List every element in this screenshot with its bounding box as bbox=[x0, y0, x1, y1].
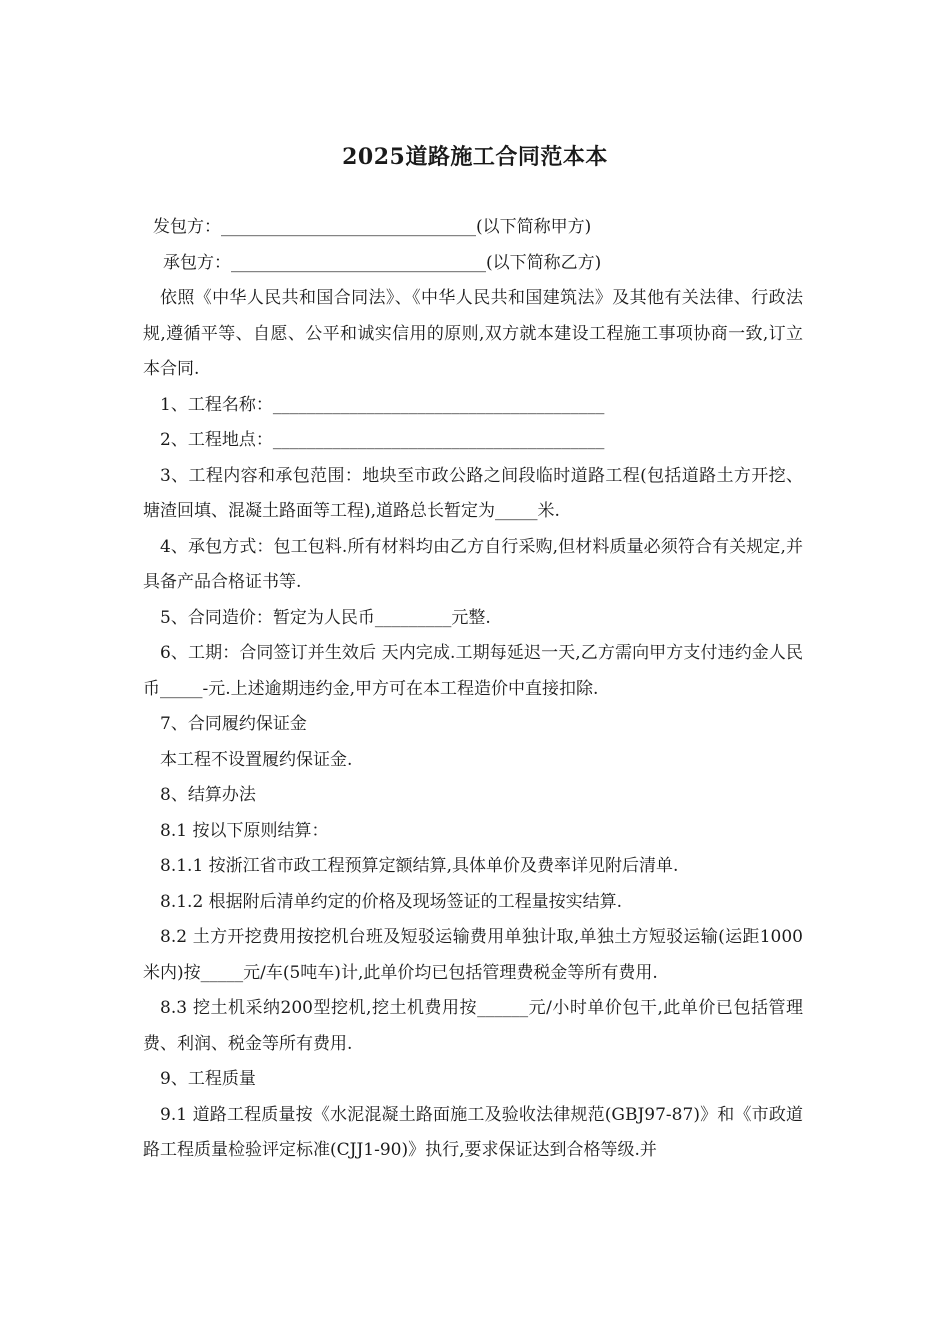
paragraph-project-location: 2、工程地点：_______________________________________ bbox=[160, 430, 605, 450]
paragraph-contractor: 承包方：______________________________(以下简称乙方) bbox=[163, 252, 602, 273]
paragraph-settlement-8-2: 8.2 土方开挖费用按挖机台班及短驳运输费用单独计取,单独土方短驳运输(运距1000米内)按_____元/车(5吨车)计,此单价均已包括管理费税金等所有费用. bbox=[143, 927, 803, 983]
paragraph-settlement-8-1-1: 8.1.1 按浙江省市政工程预算定额结算,具体单价及费率详见附后清单. bbox=[160, 856, 679, 876]
paragraph-settlement-8-3: 8.3 挖土机采纳200型挖机,挖土机费用按______元/小时单价包干,此单价已包括管理费、利润、税金等所有费用. bbox=[143, 998, 803, 1054]
paragraph-employer: 发包方：______________________________(以下简称甲方) bbox=[153, 217, 592, 237]
paragraph-settlement-heading: 8、结算办法 bbox=[160, 785, 256, 805]
paragraph-schedule: 6、工期：合同签订并生效后 天内完成.工期每延迟一天,乙方需向甲方支付违约金人民币_____-元.上述逾期违约金,甲方可在本工程造价中直接扣除. bbox=[143, 643, 803, 699]
paragraph-preamble: 依照《中华人民共和国合同法》、《中华人民共和国建筑法》及其他有关法律、行政法规,遵循平等、自愿、公平和诚实信用的原则,双方就本建设工程施工事项协商一致,订立本合同. bbox=[143, 288, 803, 379]
paragraph-settlement-8-1-2: 8.1.2 根据附后清单约定的价格及现场签证的工程量按实结算. bbox=[160, 891, 623, 912]
paragraph-project-name: 1、工程名称：_______________________________________ bbox=[160, 394, 605, 415]
document-body bbox=[143, 210, 803, 1169]
paragraph-settlement-8-1: 8.1 按以下原则结算： bbox=[160, 820, 329, 841]
paragraph-performance-bond-heading: 7、合同履约保证金 bbox=[160, 714, 307, 734]
document-title: 2025道路施工合同范本本 bbox=[342, 144, 608, 170]
paragraph-quality-heading: 9、工程质量 bbox=[160, 1069, 256, 1089]
paragraph-quality-9-1: 9.1 道路工程质量按《水泥混凝土路面施工及验收法律规范(GBJ97-87)》和《市政道路工程质量检验评定标准(CJJ1-90)》执行,要求保证达到合格等级.并 bbox=[143, 1104, 803, 1160]
paragraph-contract-method: 4、承包方式：包工包料.所有材料均由乙方自行采购,但材料质量必须符合有关规定,并具备产品合格证书等. bbox=[143, 536, 803, 592]
paragraph-performance-bond: 本工程不设置履约保证金. bbox=[160, 749, 353, 770]
paragraph-scope: 3、工程内容和承包范围：地块至市政公路之间段临时道路工程(包括道路土方开挖、塘渣回填、混凝土路面等工程),道路总长暂定为_____米. bbox=[143, 465, 803, 521]
paragraph-contract-price: 5、合同造价：暂定为人民币_________元整. bbox=[160, 607, 491, 628]
